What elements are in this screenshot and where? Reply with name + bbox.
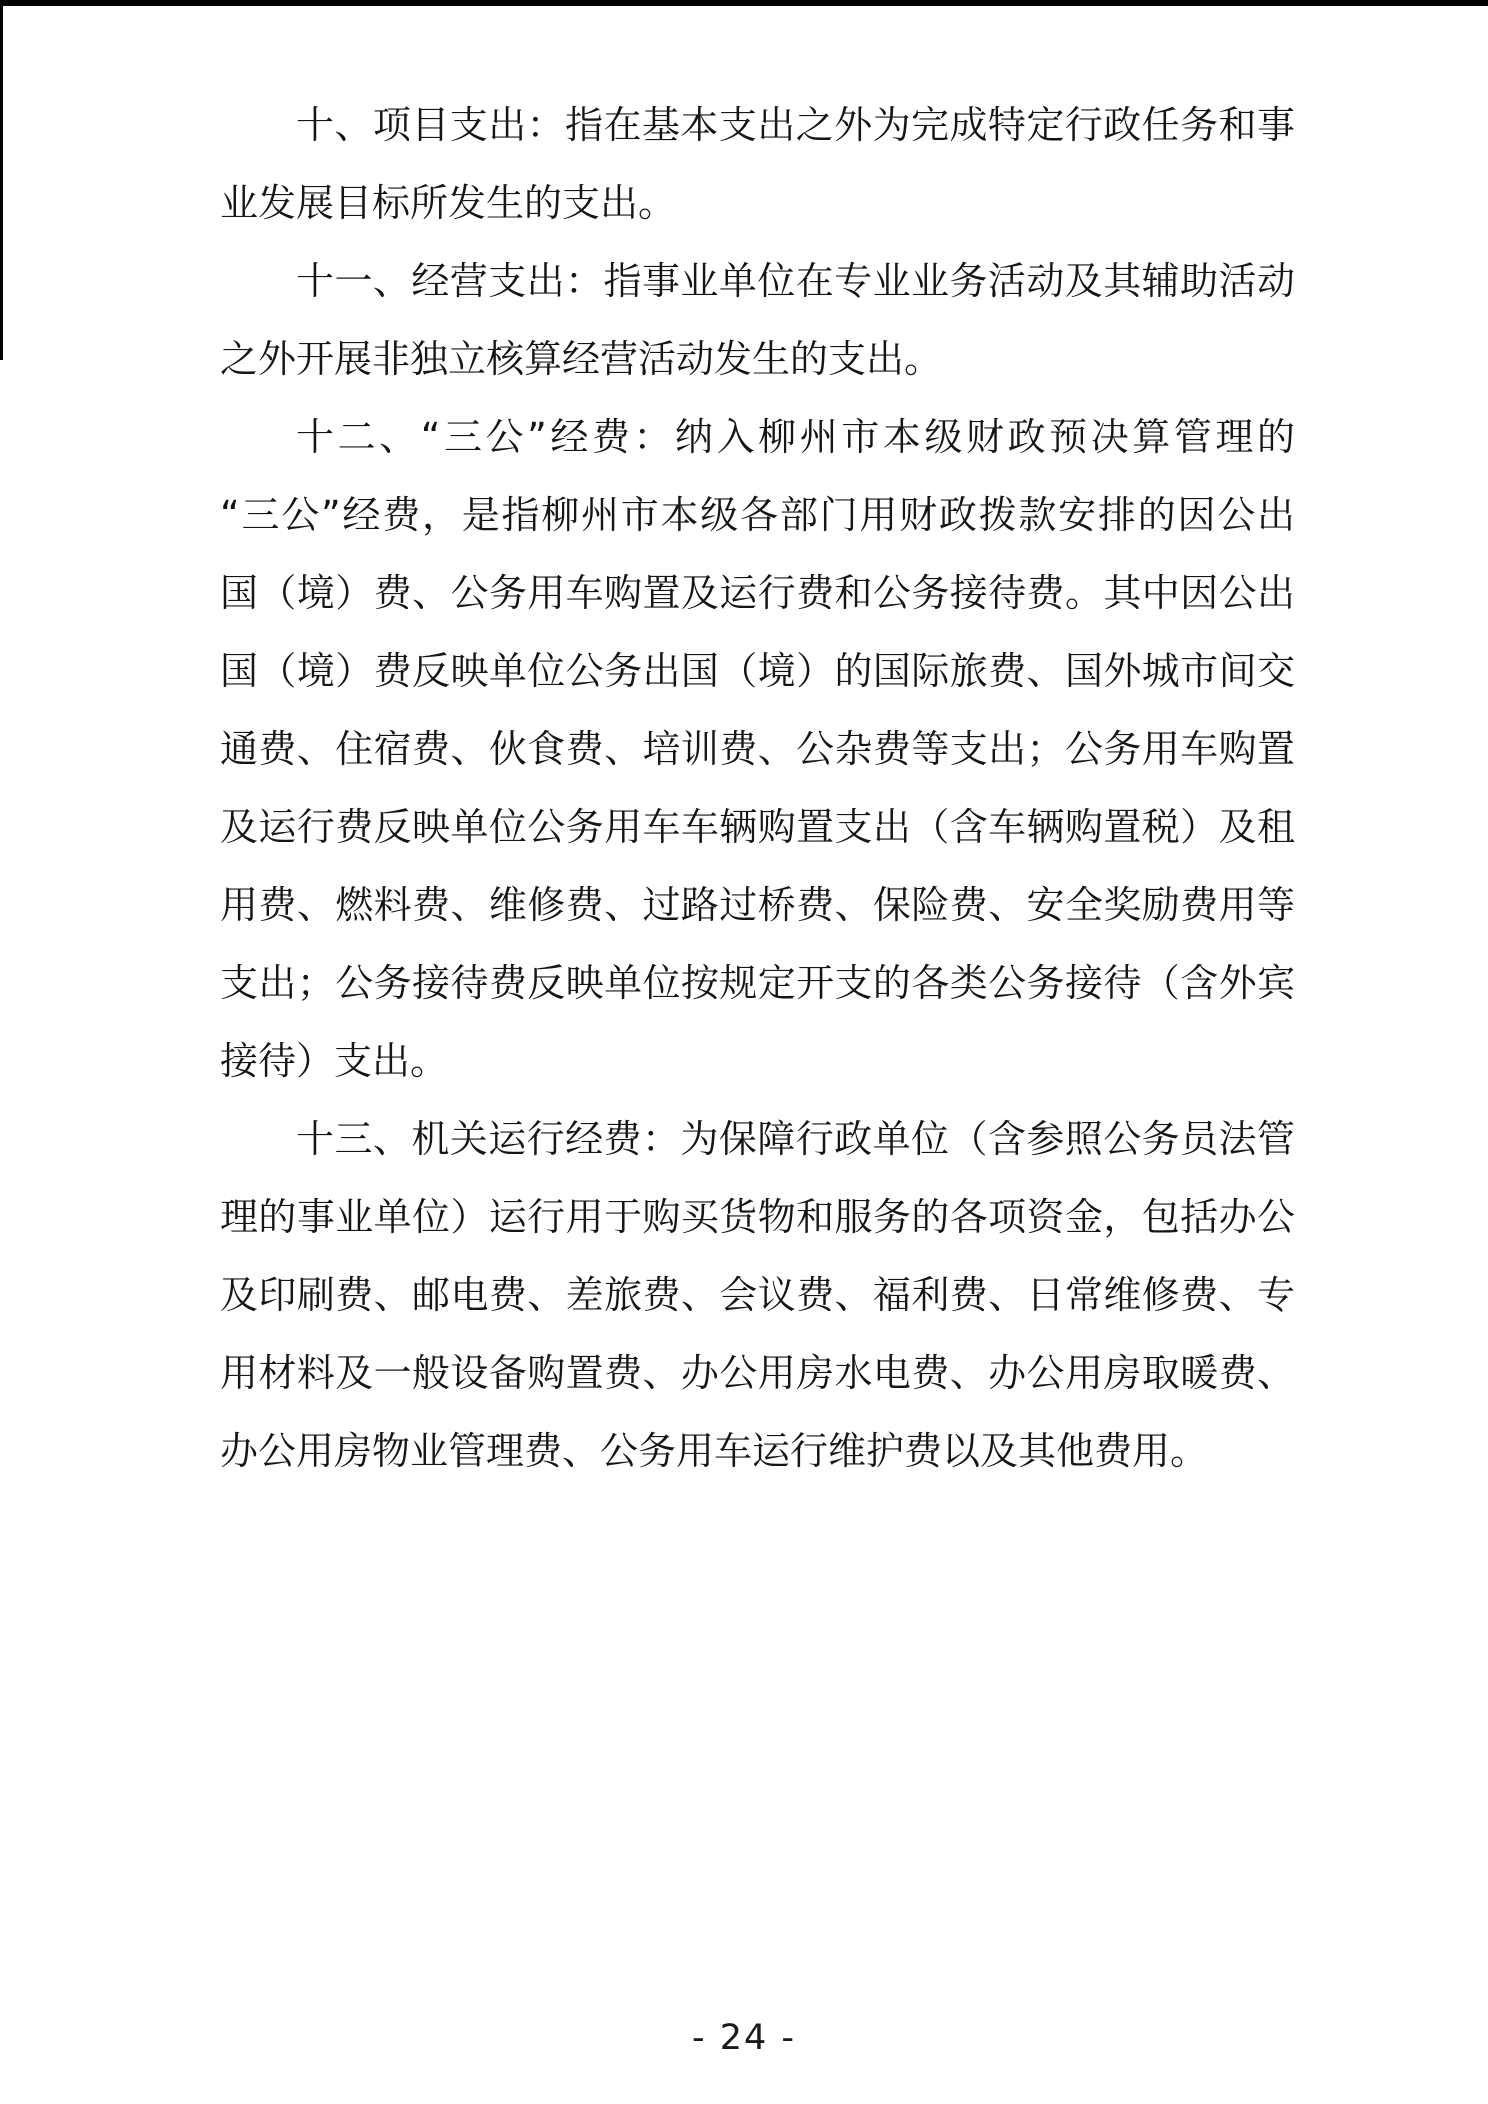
text-line: 用材料及一般设备购置费、办公用房水电费、办公用房取暖费、: [220, 1351, 1295, 1395]
document-body: [220, 86, 1295, 1490]
text-line: 办公用房物业管理费、公务用车运行维护费以及其他费用。: [220, 1429, 1209, 1473]
scan-edge-left-artifact: [0, 0, 3, 360]
text-line: 业发展目标所发生的支出。: [220, 181, 677, 225]
text-line: 十、项目支出：指在基本支出之外为完成特定行政任务和事: [296, 103, 1295, 147]
text-line: 十二、“三公”经费：纳入柳州市本级财政预决算管理的: [296, 415, 1295, 459]
text-line: 理的事业单位）运行用于购买货物和服务的各项资金，包括办公: [220, 1195, 1295, 1239]
text-line: “三公”经费，是指柳州市本级各部门用财政拨款安排的因公出: [220, 493, 1295, 537]
text-line: 及运行费反映单位公务用车车辆购置支出（含车辆购置税）及租: [220, 805, 1295, 849]
text-line: 国（境）费、公务用车购置及运行费和公务接待费。其中因公出: [220, 571, 1295, 615]
scan-edge-top-artifact: [0, 0, 1488, 6]
paragraph-item-12: [220, 398, 1295, 1100]
text-line: 接待）支出。: [220, 1039, 449, 1083]
text-line: 支出；公务接待费反映单位按规定开支的各类公务接待（含外宾: [220, 961, 1295, 1005]
text-line: 及印刷费、邮电费、差旅费、会议费、福利费、日常维修费、专: [220, 1273, 1295, 1317]
text-line: 用费、燃料费、维修费、过路过桥费、保险费、安全奖励费用等: [220, 883, 1295, 927]
paragraph-item-11: [220, 242, 1295, 398]
text-line: 十三、机关运行经费：为保障行政单位（含参照公务员法管: [296, 1117, 1295, 1161]
paragraph-item-10: [220, 86, 1295, 242]
text-line: 国（境）费反映单位公务出国（境）的国际旅费、国外城市间交: [220, 649, 1295, 693]
text-line: 通费、住宿费、伙食费、培训费、公杂费等支出；公务用车购置: [220, 727, 1295, 771]
text-line: 十一、经营支出：指事业单位在专业业务活动及其辅助活动: [296, 259, 1295, 303]
page-footer: [0, 2010, 1488, 2066]
page-number: - 24 -: [691, 2018, 797, 2058]
text-line: 之外开展非独立核算经营活动发生的支出。: [220, 337, 943, 381]
paragraph-item-13: [220, 1100, 1295, 1490]
